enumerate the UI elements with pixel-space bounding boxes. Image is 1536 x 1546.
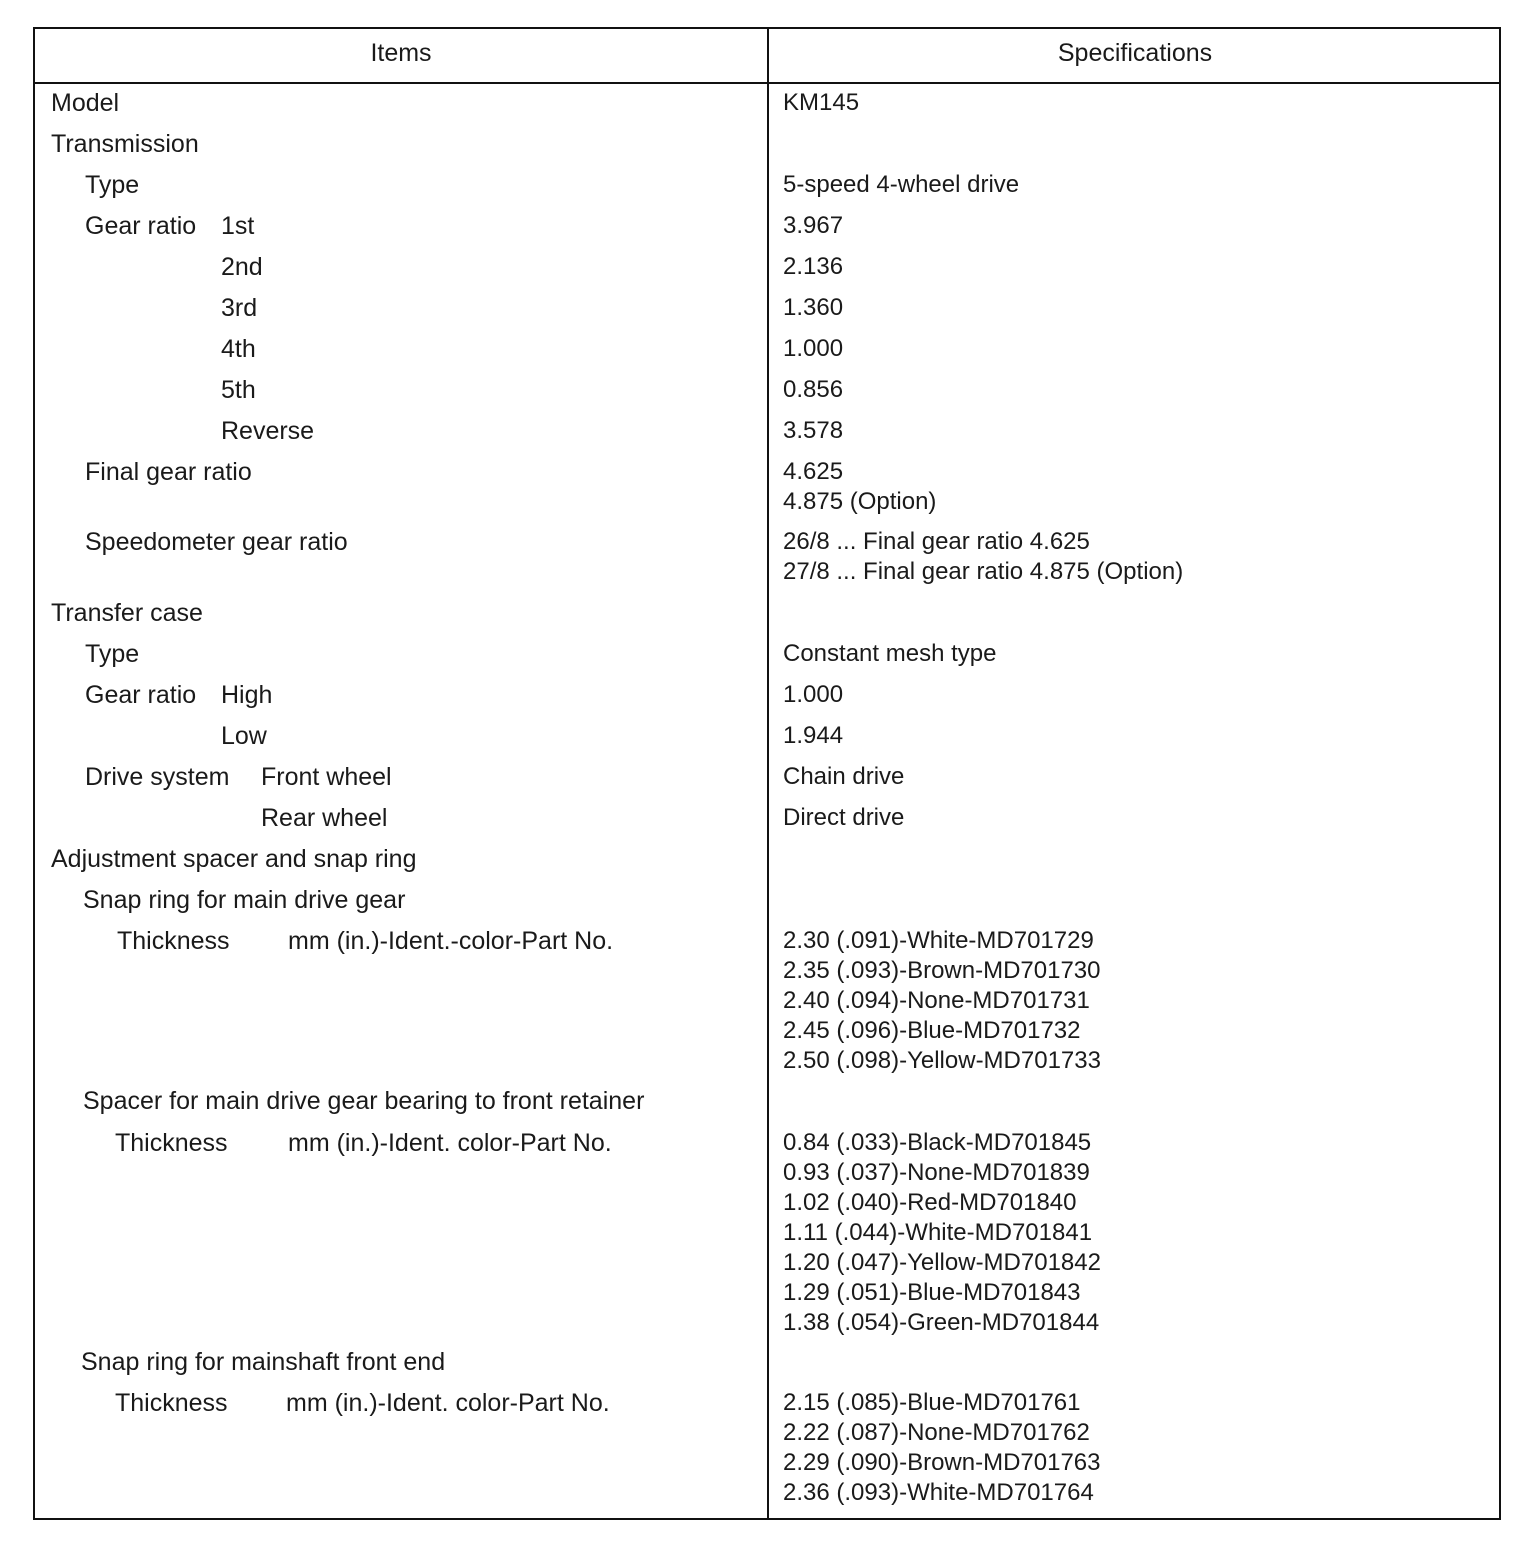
spec-value: Chain drive	[783, 763, 905, 790]
item-sublabel: Rear wheel	[261, 804, 388, 832]
spec-value: 1.20 (.047)-Yellow-MD701842	[783, 1249, 1101, 1276]
item-label: Thickness	[117, 927, 230, 955]
item-label: Gear ratio	[85, 212, 197, 240]
item-label: Spacer for main drive gear bearing to front retainer	[83, 1087, 645, 1115]
item-sublabel: mm (in.)-Ident. color-Part No.	[288, 1129, 612, 1157]
spec-cell	[783, 416, 843, 446]
spec-value: 2.36 (.093)-White-MD701764	[783, 1479, 1094, 1506]
item-label: Drive system	[85, 763, 230, 791]
item-sublabel: Front wheel	[261, 763, 392, 791]
spec-value: 26/8 ... Final gear ratio 4.625	[783, 528, 1090, 555]
item-label: Snap ring for mainshaft front end	[81, 1348, 446, 1376]
spec-value: 1.29 (.051)-Blue-MD701843	[783, 1279, 1081, 1306]
item-sublabel: 1st	[221, 212, 255, 240]
spec-cell	[783, 211, 843, 241]
spec-value: 1.38 (.054)-Green-MD701844	[783, 1309, 1100, 1336]
spec-value: 2.45 (.096)-Blue-MD701732	[783, 1017, 1081, 1044]
spec-value: 0.84 (.033)-Black-MD701845	[783, 1129, 1092, 1156]
spec-cell	[783, 721, 843, 751]
spec-value: 2.15 (.085)-Blue-MD701761	[783, 1389, 1081, 1416]
item-label: Model	[51, 89, 120, 117]
spec-cell	[783, 926, 1101, 1076]
item-label: Final gear ratio	[85, 458, 252, 486]
item-sublabel: mm (in.)-Ident. color-Part No.	[286, 1389, 610, 1417]
item-label: Transfer case	[51, 599, 203, 627]
header-items: Items	[370, 39, 432, 67]
spec-value: 1.02 (.040)-Red-MD701840	[783, 1189, 1077, 1216]
spec-value: 3.578	[783, 417, 844, 444]
item-label: Type	[85, 171, 140, 199]
spec-value: KM145	[783, 89, 860, 116]
column-divider	[767, 29, 769, 1518]
spec-value: 0.856	[783, 376, 844, 403]
spec-value: 1.11 (.044)-White-MD701841	[783, 1219, 1093, 1246]
spec-value: 1.944	[783, 722, 844, 749]
spec-cell	[783, 170, 1019, 200]
item-label: Snap ring for main drive gear	[83, 886, 406, 914]
spec-value: 1.360	[783, 294, 844, 321]
spec-cell	[783, 252, 843, 282]
spec-cell	[783, 457, 936, 517]
spec-value: 4.875 (Option)	[783, 488, 937, 515]
item-sublabel: 4th	[221, 335, 256, 363]
spec-cell	[783, 1128, 1101, 1338]
spec-value: 2.136	[783, 253, 844, 280]
item-label: Thickness	[115, 1389, 228, 1417]
spec-cell	[783, 88, 859, 118]
item-sublabel: 5th	[221, 376, 256, 404]
item-label: Adjustment spacer and snap ring	[51, 845, 417, 873]
item-sublabel: mm (in.)-Ident.-color-Part No.	[288, 927, 614, 955]
spec-value: 2.35 (.093)-Brown-MD701730	[783, 957, 1101, 984]
item-sublabel: 3rd	[221, 294, 258, 322]
spec-table	[33, 27, 1501, 1520]
item-sublabel: High	[221, 681, 273, 709]
spec-value: 2.30 (.091)-White-MD701729	[783, 927, 1094, 954]
spec-value: Direct drive	[783, 804, 905, 831]
spec-cell	[783, 803, 904, 833]
spec-value: 1.000	[783, 681, 844, 708]
header-specifications: Specifications	[1057, 39, 1213, 67]
spec-cell	[783, 527, 1183, 587]
spec-value: 2.29 (.090)-Brown-MD701763	[783, 1449, 1101, 1476]
spec-value: 0.93 (.037)-None-MD701839	[783, 1159, 1090, 1186]
item-sublabel: Low	[221, 722, 267, 750]
spec-value: Constant mesh type	[783, 640, 997, 667]
spec-cell	[783, 762, 904, 792]
item-label: Type	[85, 640, 140, 668]
spec-cell	[783, 680, 843, 710]
spec-value: 3.967	[783, 212, 844, 239]
spec-value: 2.50 (.098)-Yellow-MD701733	[783, 1047, 1101, 1074]
spec-cell	[783, 1388, 1101, 1508]
spec-value: 2.40 (.094)-None-MD701731	[783, 987, 1090, 1014]
item-label: Thickness	[115, 1129, 228, 1157]
spec-cell	[783, 375, 843, 405]
item-sublabel: Reverse	[221, 417, 315, 445]
spec-cell	[783, 334, 843, 364]
spec-value: 4.625	[783, 458, 844, 485]
spec-value: 27/8 ... Final gear ratio 4.875 (Option)	[783, 558, 1184, 585]
spec-cell	[783, 293, 843, 323]
item-label: Gear ratio	[85, 681, 197, 709]
spec-value: 2.22 (.087)-None-MD701762	[783, 1419, 1090, 1446]
item-label: Speedometer gear ratio	[85, 528, 348, 556]
item-sublabel: 2nd	[221, 253, 263, 281]
item-label: Transmission	[51, 130, 199, 158]
spec-cell	[783, 639, 996, 669]
spec-value: 1.000	[783, 335, 844, 362]
spec-value: 5-speed 4-wheel drive	[783, 171, 1020, 198]
